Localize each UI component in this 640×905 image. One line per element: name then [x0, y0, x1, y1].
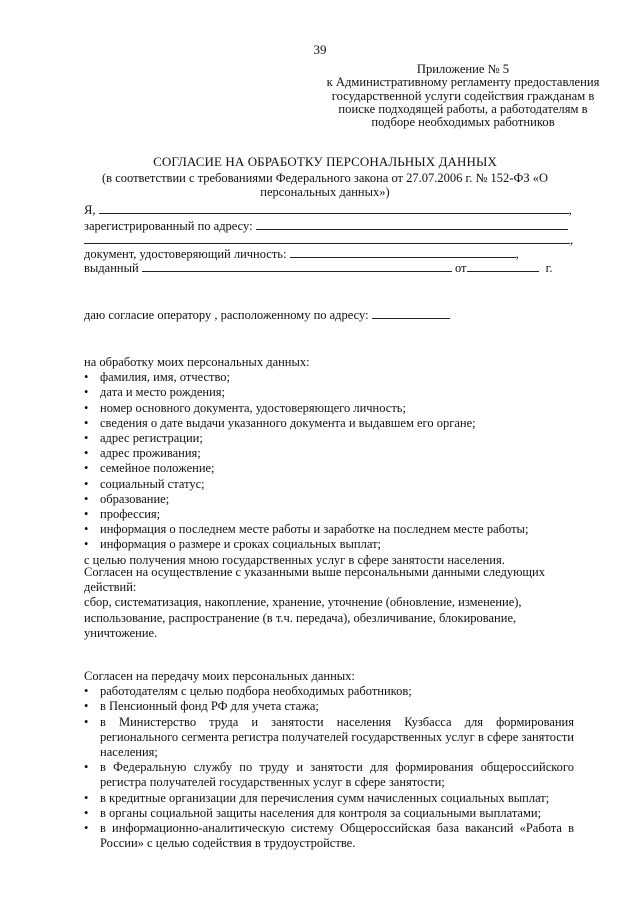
list-item: • дата и место рождения; [84, 385, 580, 400]
list-item: • номер основного документа, удостоверяющего личность; [84, 401, 580, 416]
processing-section [84, 355, 580, 568]
actions-section [84, 565, 554, 641]
list-item: • адрес проживания; [84, 446, 580, 461]
list-item: • фамилия, имя, отчество; [84, 370, 580, 385]
i-label: Я, [84, 203, 96, 217]
actions-intro: Согласен на осуществление с указанными выше персональными данными следующих действий: [84, 565, 545, 595]
processing-purpose: с целью получения мною государственных услуг в сфере занятости населения. [84, 552, 505, 567]
form-line-document [84, 247, 519, 262]
from-label: от [454, 261, 467, 275]
comma: , [515, 247, 519, 261]
list-item: • в Пенсионный фонд РФ для учета стажа; [84, 699, 574, 714]
date-blank[interactable] [467, 261, 539, 272]
list-item: • работодателям с целью подбора необходимых работников; [84, 684, 574, 699]
list-item: • в органы социальной защиты населения для контроля за социальными выплатами; [84, 806, 574, 821]
appendix-title: Приложение № 5 [416, 62, 510, 76]
registered-label: зарегистрированный по адресу: [84, 219, 253, 233]
document-title: СОГЛАСИЕ НА ОБРАБОТКУ ПЕРСОНАЛЬНЫХ ДАННЫХ [153, 154, 497, 169]
processing-intro: на обработку моих персональных данных: [84, 355, 310, 369]
processing-list [84, 370, 580, 552]
comma: , [568, 203, 572, 217]
transfer-intro: Согласен на передачу моих персональных данных: [84, 669, 355, 683]
comma: , [570, 233, 574, 247]
appendix-line: подборе необходимых работников [371, 115, 555, 130]
name-blank[interactable] [99, 203, 569, 214]
form-line-address-continued [84, 233, 573, 248]
transfer-list [84, 684, 574, 851]
consent-operator-text: даю согласие оператору , расположенному по адресу: [84, 308, 369, 322]
list-item: • адрес регистрации; [84, 431, 580, 446]
consent-operator-line [84, 308, 450, 323]
address-blank-2[interactable] [84, 233, 570, 244]
list-item: • информация о размере и сроках социальных выплат; [84, 537, 580, 552]
transfer-section [84, 669, 574, 851]
list-item: • профессия; [84, 507, 580, 522]
document-subtitle: (в соответствии с требованиями Федерального закона от 27.07.2006 г. № 152-ФЗ «О персональных данных») [102, 171, 548, 199]
page-number: 39 [313, 42, 327, 57]
list-item: • информация о последнем месте работы и заработке на последнем месте работы; [84, 522, 580, 537]
actions-text: сбор, систематизация, накопление, хранение, уточнение (обновление, изменение), использование, распространение (в т.ч. передача), обезличивание, блокирование, уничтожение. [84, 595, 522, 640]
list-item: • в кредитные организации для перечисления сумм начисленных социальных выплат; [84, 791, 574, 806]
document-label: документ, удостоверяющий личность: [84, 247, 287, 261]
form-line-address [84, 219, 568, 234]
document-blank[interactable] [290, 247, 516, 258]
appendix-header [318, 63, 608, 129]
operator-address-blank[interactable] [372, 308, 450, 319]
list-item: • в Федеральную службу по труду и занятости для формирования общероссийского регистра получателей государственных услуг в сфере занятости; [84, 760, 574, 790]
appendix-line: к Административному регламенту предоставления [326, 75, 600, 90]
list-item: • социальный статус; [84, 477, 580, 492]
appendix-line: государственной услуги содействия гражданам в [331, 88, 595, 103]
address-blank[interactable] [256, 219, 568, 230]
form-line-issued [84, 261, 552, 276]
list-item: • в Министерство труда и занятости населения Кузбасса для формирования регионального сегмента регистра получателей государственных услуг в сфере занятости населения; [84, 715, 574, 761]
list-item: • образование; [84, 492, 580, 507]
issued-label: выданный [84, 261, 139, 275]
list-item: • сведения о дате выдачи указанного документа и выдавшем его органе; [84, 416, 580, 431]
list-item: • в информационно-аналитическую систему Общероссийская база вакансий «Работа в России» с целью содействия в трудоустройстве. [84, 821, 574, 851]
issued-blank[interactable] [142, 261, 452, 272]
year-suffix: г. [545, 261, 553, 275]
appendix-line: поиске подходящей работы, а работодателям в [338, 101, 588, 116]
form-line-name [84, 203, 572, 218]
list-item: • семейное положение; [84, 461, 580, 476]
